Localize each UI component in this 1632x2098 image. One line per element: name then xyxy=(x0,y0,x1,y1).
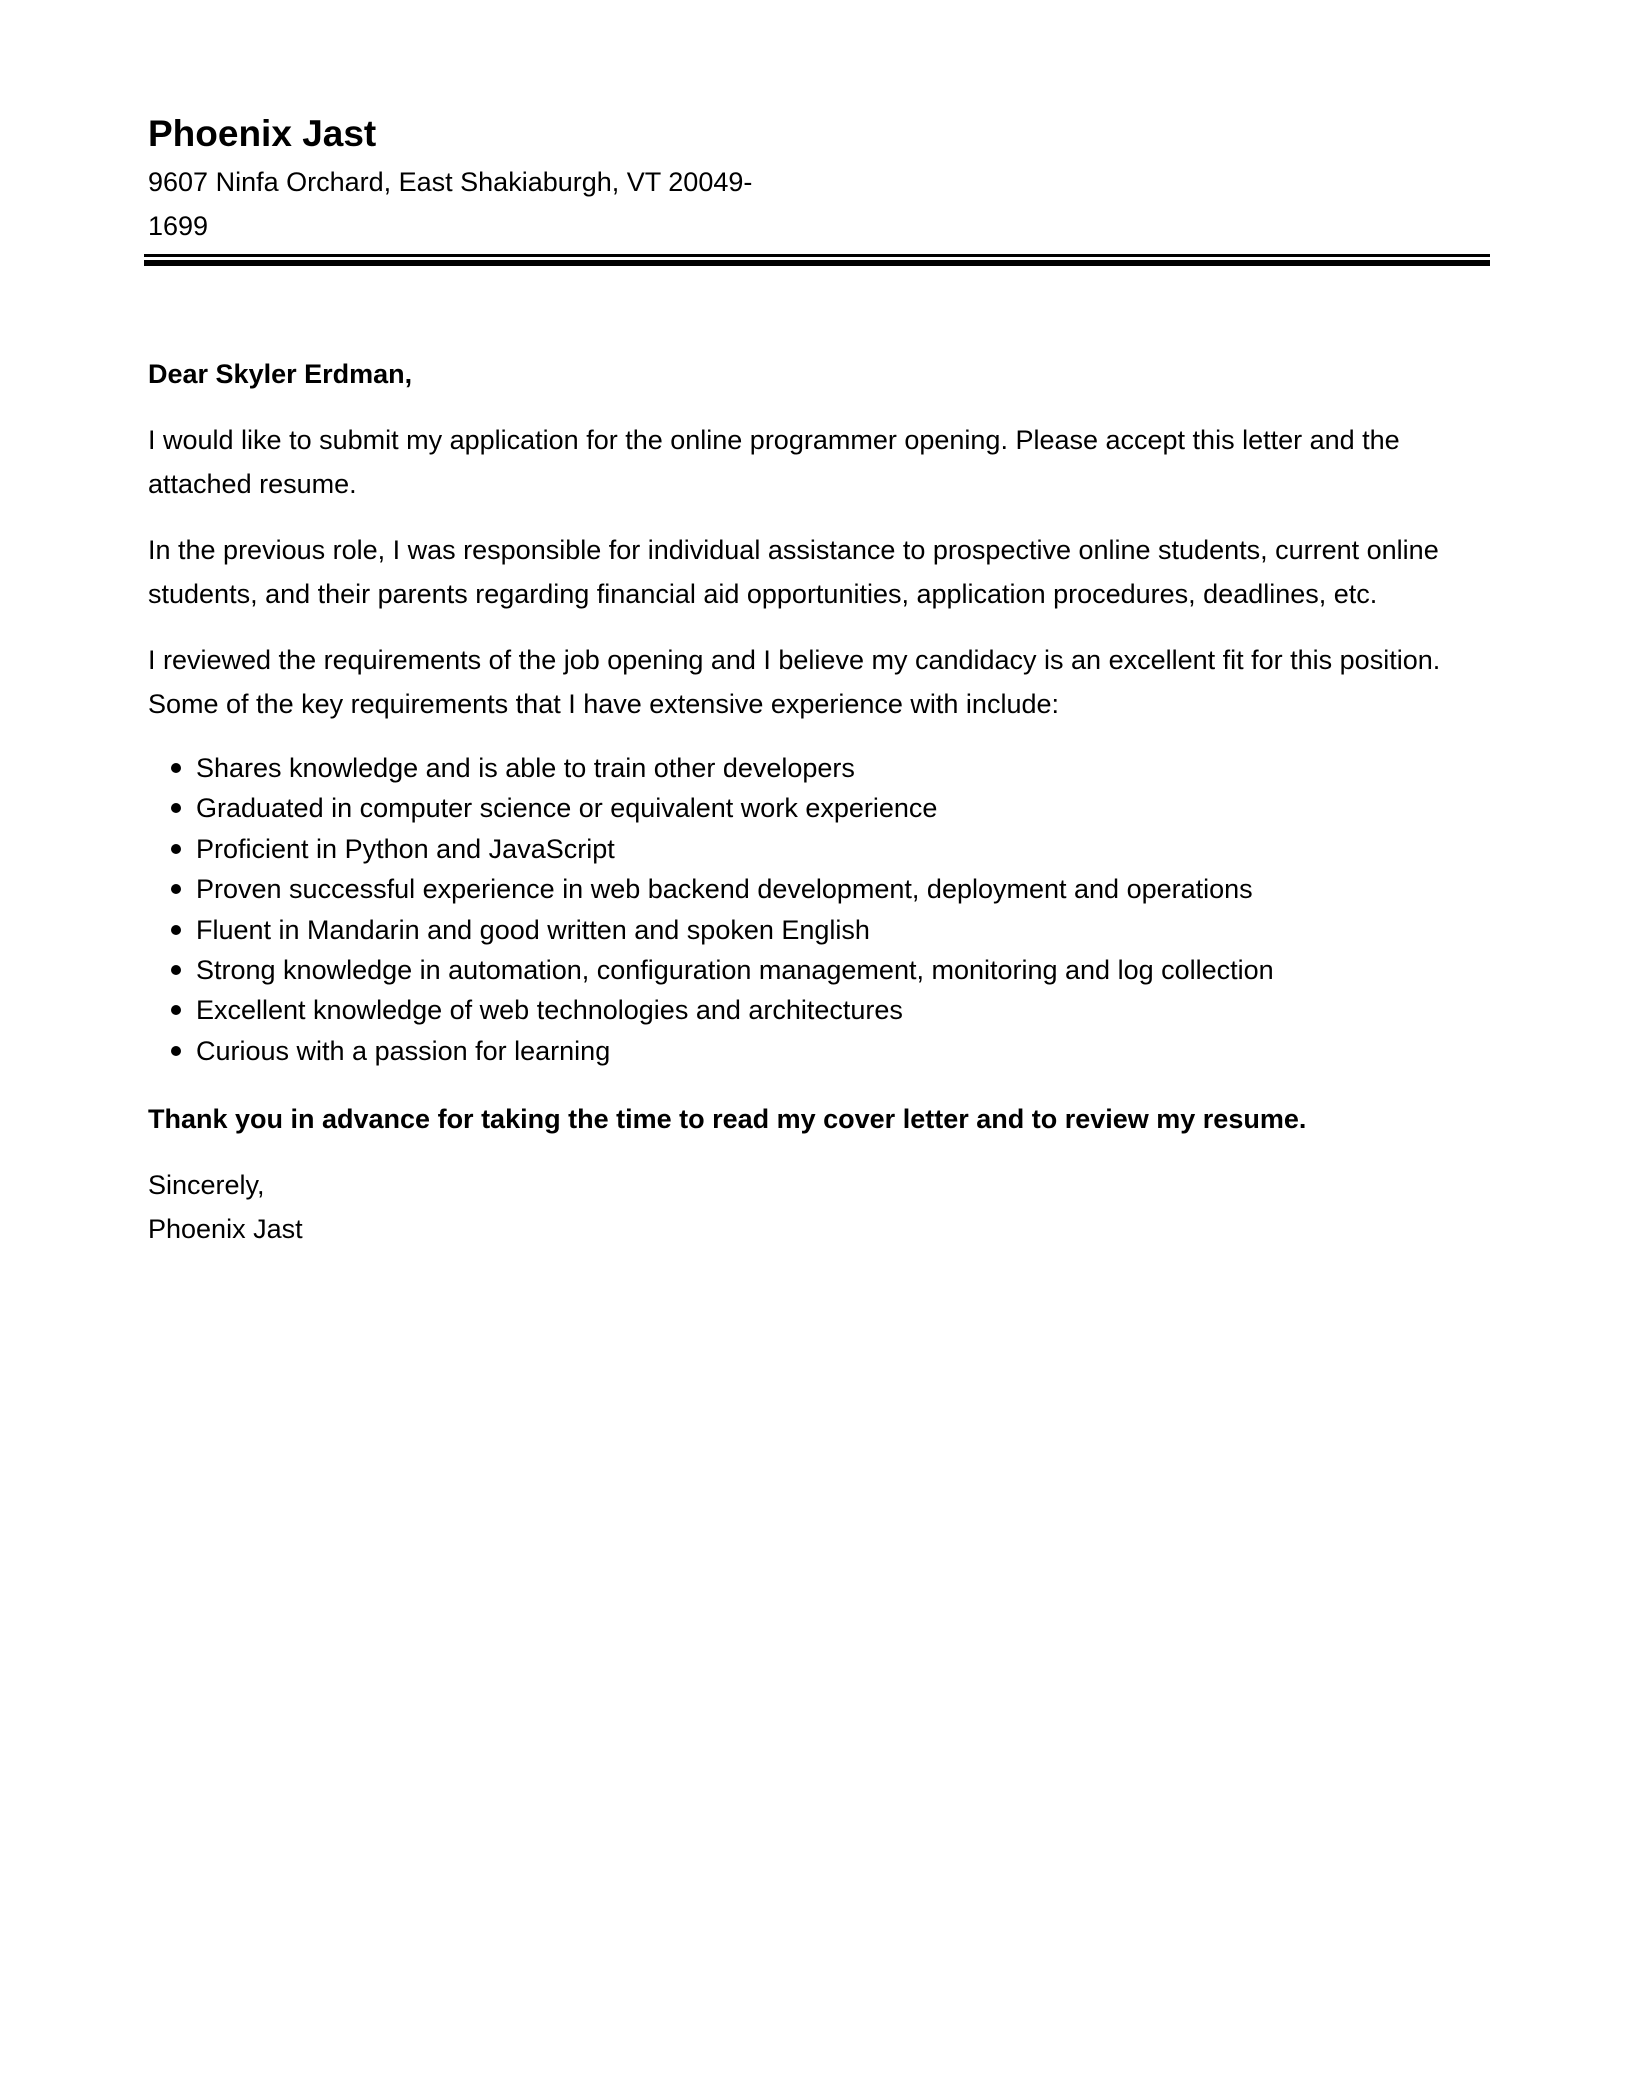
list-item xyxy=(148,950,1488,990)
bullet-icon xyxy=(171,1005,181,1015)
bullet-icon xyxy=(171,884,181,894)
list-item-text: Proven successful experience in web backend development, deployment and operations xyxy=(196,874,1253,905)
paragraph-previous-role: In the previous role, I was responsible for individual assistance to prospective online students, current online students, and their parents regarding financial aid opportunities, application procedures, deadlines, etc. xyxy=(148,535,1439,609)
paragraph-intro: I would like to submit my application for the online programmer opening. Please accept this letter and the attached resume. xyxy=(148,425,1400,499)
list-item-text: Excellent knowledge of web technologies and architectures xyxy=(196,995,903,1026)
list-item xyxy=(148,788,1488,828)
bullet-icon xyxy=(171,763,181,773)
cover-letter-page xyxy=(148,108,1488,1245)
list-item xyxy=(148,910,1488,950)
list-item xyxy=(148,748,1488,788)
sender-address: 9607 Ninfa Orchard, East Shakiaburgh, VT 20049-1699 xyxy=(148,167,753,241)
signature-name: Phoenix Jast xyxy=(148,1214,303,1245)
sender-name: Phoenix Jast xyxy=(148,113,377,154)
list-item-text: Curious with a passion for learning xyxy=(196,1035,611,1066)
paragraph-requirements-intro: I reviewed the requirements of the job opening and I believe my candidacy is an excellent fit for this position. Some of the key requirements that I have extensive experience with include: xyxy=(148,645,1441,719)
list-item-text: Fluent in Mandarin and good written and spoken English xyxy=(196,914,870,945)
list-item xyxy=(148,990,1488,1030)
list-item xyxy=(148,869,1488,909)
bullet-icon xyxy=(171,1046,181,1056)
bullet-icon xyxy=(171,803,181,813)
bullet-icon xyxy=(171,925,181,935)
list-item-text: Shares knowledge and is able to train other developers xyxy=(196,753,855,783)
list-item xyxy=(148,1031,1488,1071)
bullet-icon xyxy=(171,965,181,975)
salutation: Dear Skyler Erdman, xyxy=(148,359,413,389)
requirements-list xyxy=(148,748,1488,1071)
letter-body xyxy=(148,352,1488,1251)
signoff: Sincerely, xyxy=(148,1170,265,1201)
header-divider xyxy=(144,254,1490,266)
bullet-icon xyxy=(171,844,181,854)
list-item-text: Strong knowledge in automation, configuration management, monitoring and log collection xyxy=(196,955,1274,986)
header-divider-thin-line xyxy=(144,254,1490,257)
list-item xyxy=(148,829,1488,869)
list-item-text: Graduated in computer science or equivalent work experience xyxy=(196,793,938,824)
closing-statement: Thank you in advance for taking the time to read my cover letter and to review my resume. xyxy=(148,1104,1307,1135)
list-item-text: Proficient in Python and JavaScript xyxy=(196,833,615,864)
header-divider-thick-line xyxy=(144,260,1490,266)
